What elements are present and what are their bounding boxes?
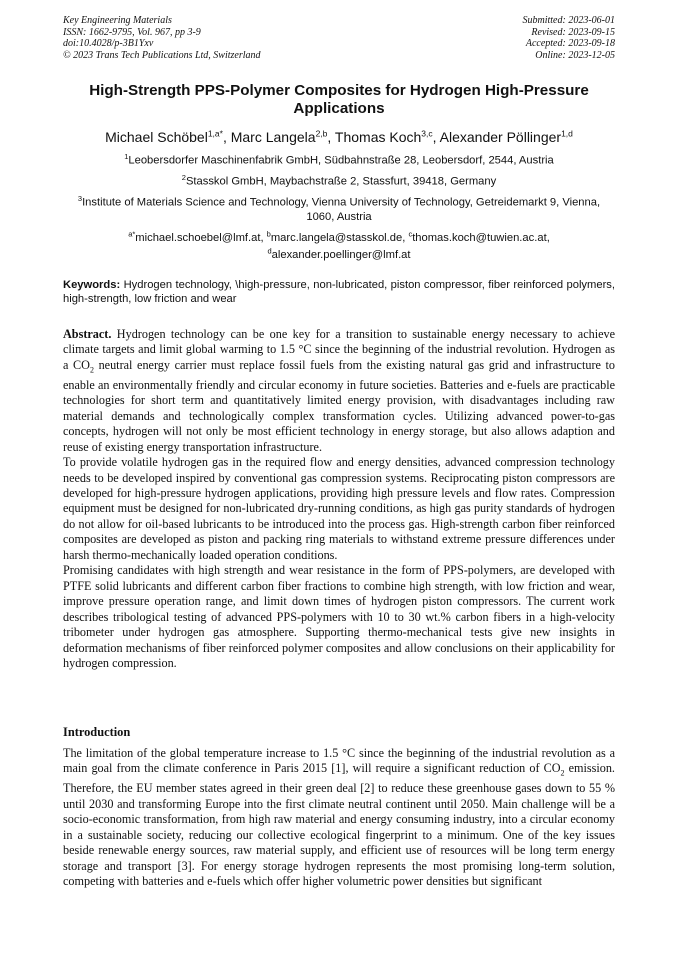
doi-line: doi:10.4028/p-3B1Yxv (63, 38, 154, 50)
email-sup: d (267, 246, 272, 256)
affiliation-3 (63, 192, 615, 224)
author (440, 129, 573, 145)
abstract-paragraph (63, 327, 615, 455)
affiliation-text: Stasskol GmbH, Maybachstraße 2, Stassfurt, 39418, Germany (185, 175, 497, 188)
affiliation-1 (63, 150, 615, 168)
author (105, 129, 231, 145)
introduction-heading: Introduction (63, 725, 131, 739)
author-name: Marc Langela (230, 128, 316, 145)
abstract-block (63, 327, 615, 671)
email-address[interactable]: alexander.poellinger@lmf.at (271, 249, 411, 262)
copyright-line: © 2023 Trans Tech Publications Ltd, Switzerland (63, 49, 261, 61)
email-address[interactable]: michael.schoebel@lmf.at (135, 231, 261, 244)
journal-header (63, 15, 261, 61)
author-sep: , (432, 128, 440, 145)
subscript: 2 (560, 768, 565, 778)
email-sup: a* (128, 229, 136, 238)
email-entry (128, 229, 267, 244)
email-sep: , (402, 231, 409, 244)
revised-date: Revised: 2023-09-15 (531, 26, 615, 38)
email-list (63, 227, 615, 262)
paper-title: High-Strength PPS-Polymer Composites for Hydrogen High-Pressure Applications (89, 82, 589, 117)
email-sep: , (260, 231, 267, 244)
introduction-paragraph (63, 746, 615, 890)
affiliation-text: Leobersdorfer Maschinenfabrik GmbH, Südbahnstraße 28, Leobersdorf, 2544, Austria (128, 154, 554, 167)
email-entry (266, 229, 409, 244)
email-sup: c (408, 229, 413, 238)
abstract-paragraph: To provide volatile hydrogen gas in the required flow and energy densities, advanced compression technology needs to be developed inspired by conventional gas compression systems. Reciprocating piston compressors are developed for high-pressure hydrogen applications, providing high pressure levels and flow rates. Compression equipment must be designed for non-lubricated dry-running conditions, as high gas purity standards of hydrogen do not allow for oil-based lubricants to be introduced into the process gas. High-strength carbon fiber reinforced composites are developed as piston and packing ring materials to withstand extreme pressure differences under harsh thermo-mechanically loaded operation conditions. (63, 455, 615, 562)
dates-header (523, 15, 616, 61)
email-entry (267, 246, 411, 262)
affiliation-2 (63, 171, 615, 189)
affiliation-num: 2 (181, 173, 186, 182)
author-sup: 1,a* (207, 128, 223, 138)
abstract-paragraph: Promising candidates with high strength and wear resistance in the form of PPS-polymers, are developed with PTFE solid lubricants and different carbon fiber fractions to combine high strength, with low friction and wear, improve pressure operation range, and limit down times of hydrogen piston compressors. The current work describes tribological testing of advanced PPS-polymers with 10 to 30 wt.% carbon fibers in a high-velocity tribometer under hydrogen gas atmosphere. Supporting thermo-mechanical tests give new insights in deformation mechanisms of fiber reinforced polymer composites and allow conclusions on their applicability for hydrogen compression. (63, 563, 615, 670)
author-sup: 1,d (561, 128, 573, 138)
accepted-date: Accepted: 2023-09-18 (525, 38, 615, 50)
email-address[interactable]: marc.langela@stasskol.de (270, 231, 403, 244)
keywords-label: Keywords: (63, 279, 121, 291)
author-list (40, 124, 638, 146)
email-sup: b (266, 229, 271, 238)
introduction-body (63, 746, 615, 890)
author-name: Thomas Koch (334, 128, 422, 145)
keywords-block (63, 278, 615, 306)
subscript: 2 (89, 365, 94, 375)
introduction-text: The limitation of the global temperature increase to 1.5 °C since the beginning of the industrial revolution as a main goal from the climate conference in Paris 2015 [1], will require a significant reduction of CO (63, 746, 615, 776)
affiliation-num: 3 (77, 194, 83, 203)
author-sep: , (222, 128, 231, 145)
abstract-label: Abstract. (63, 327, 112, 341)
author-sup: 2,b (315, 128, 328, 138)
journal-name: Key Engineering Materials (63, 15, 172, 26)
abstract-text: Hydrogen technology can be one key for a transition to sustainable energy necessary to achieve climate targets and limit global warming to 1.5 °C since the beginning of the industrial revolution. Hydrogen as a CO (63, 327, 615, 372)
online-date: Online: 2023-12-05 (535, 49, 615, 61)
author (335, 129, 440, 145)
email-sep: , (546, 231, 550, 244)
affiliation-text: Institute of Materials Science and Technology, Vienna University of Technology, Getreidemarkt 9, Vienna, 1060, Austria (82, 196, 601, 223)
issn-line: ISSN: 1662-9795, Vol. 967, pp 3-9 (63, 26, 201, 38)
email-address[interactable]: thomas.koch@tuwien.ac.at (412, 231, 547, 244)
abstract-text: neutral energy carrier must replace fossil fuels from the existing natural gas grid and infrastructure to enable an environmentally friendly and circular economy in future societies. Batteries and e-fuels are practicable technologies for short term and quantitatively limited energy provision, with disadvantages including raw material demands and technologically complex transformation cycles. Utilizing advanced power-to-gas concepts, hydrogen will not only be most efficient technology in energy storage, but also allows adaption and reuse of existing energy transportation infrastructure. (63, 357, 616, 454)
affiliation-num: 1 (124, 152, 129, 161)
author-name: Michael Schöbel (105, 128, 208, 145)
author-name: Alexander Pöllinger (439, 128, 562, 145)
author-sup: 3,c (421, 128, 433, 138)
introduction-text: emission. Therefore, the EU member states agreed in their green deal [2] to reduce these greenhouse gases down to 55 % until 2030 and transforming Europe into the first climate neutral continent until 2050. Main challenge will be a socio-economic transformation, from high raw material and energy consuming industry, into a circular economy in a sustainable society, reducing our collective ecological fingerprint to a minimum. One of the key issues beside renewable energy sources, raw material supply, and efficient use of resources will be long term energy storage and transport [3]. For energy storage hydrogen represents the most promising long-term solution, competing with batteries and e-fuels which offer higher volumetric power densities but significant (63, 761, 615, 889)
email-entry (408, 229, 550, 244)
keywords-text: Hydrogen technology, \high-pressure, non-lubricated, piston compressor, fiber reinforced polymers, high-strength, low friction and wear (63, 279, 615, 305)
author-sep: , (327, 128, 335, 145)
submitted-date: Submitted: 2023-06-01 (522, 15, 615, 26)
author (231, 129, 335, 145)
